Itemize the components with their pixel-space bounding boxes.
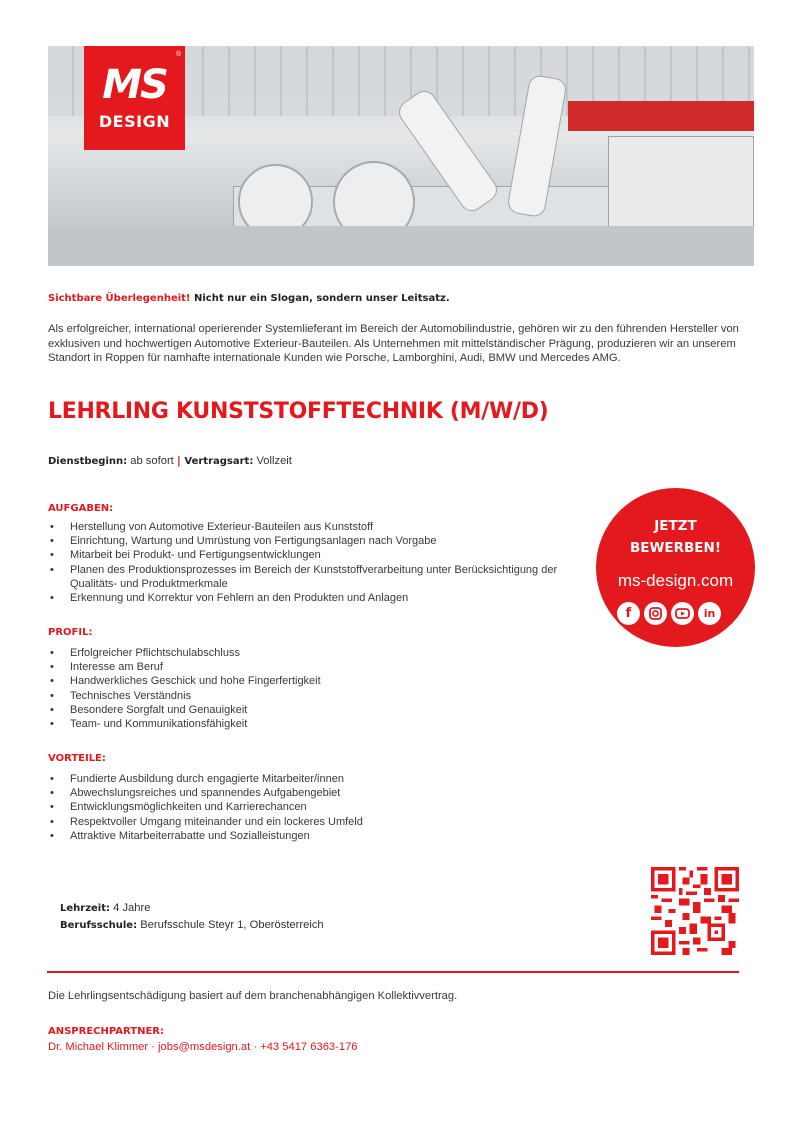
list-item: • Erfolgreicher Pflichtschulabschluss bbox=[48, 646, 588, 660]
wage-note: Die Lehrlingsentschädigung basiert auf dem branchenabhängigen Kollektivvertrag. bbox=[48, 990, 458, 1002]
slogan-rest: Nicht nur ein Slogan, sondern unser Leitsatz. bbox=[190, 293, 450, 304]
apply-now-badge[interactable] bbox=[596, 488, 755, 647]
benefits-list bbox=[48, 772, 588, 843]
job-meta bbox=[48, 454, 292, 467]
list-item: • Abwechslungsreiches und spannendes Aufgabengebiet bbox=[48, 786, 588, 800]
school-label: Berufsschule: bbox=[60, 920, 138, 931]
instagram-icon[interactable] bbox=[644, 602, 667, 625]
list-item: • Technisches Verständnis bbox=[48, 689, 588, 703]
tasks-heading: AUFGABEN: bbox=[48, 503, 114, 514]
contract-value: Vollzeit bbox=[253, 455, 292, 467]
machine-red-panel bbox=[568, 101, 754, 131]
logo-ms-text: MS bbox=[102, 62, 167, 108]
cta-line2: BEWERBEN! bbox=[630, 540, 721, 556]
start-label: Dienstbeginn: bbox=[48, 456, 128, 467]
ms-design-logo bbox=[84, 46, 185, 150]
list-item: • Einrichtung, Wartung und Umrüstung von Fertigungsanlagen nach Vorgabe bbox=[48, 534, 588, 548]
profile-list bbox=[48, 646, 588, 731]
meta-separator: | bbox=[176, 454, 181, 467]
list-item: • Planen des Produktionsprozesses im Bereich der Kunststoffverarbeitung unter Berücksichtigung der Qualitäts- und Produktmerkmale bbox=[48, 563, 588, 591]
list-item: • Respektvoller Umgang miteinander und ein lockeres Umfeld bbox=[48, 815, 588, 829]
cta-line1: JETZT bbox=[654, 518, 697, 534]
qr-code[interactable] bbox=[651, 867, 739, 955]
tasks-list bbox=[48, 520, 588, 605]
list-item: • Interesse am Beruf bbox=[48, 660, 588, 674]
slogan-highlight: Sichtbare Überlegenheit! bbox=[48, 293, 191, 304]
divider bbox=[47, 971, 739, 973]
list-item: • Erkennung und Korrektur von Fehlern an den Produkten und Anlagen bbox=[48, 591, 588, 605]
youtube-icon[interactable] bbox=[671, 602, 694, 625]
list-item: • Besondere Sorgfalt und Genauigkeit bbox=[48, 703, 588, 717]
duration-label: Lehrzeit: bbox=[60, 903, 111, 914]
machine-cabinet bbox=[608, 136, 754, 236]
job-title: LEHRLING KUNSTSTOFFTECHNIK (M/W/D) bbox=[48, 399, 549, 424]
duration-value: 4 Jahre bbox=[110, 902, 151, 914]
school-value: Berufsschule Steyr 1, Oberösterreich bbox=[137, 919, 324, 931]
list-item: • Mitarbeit bei Produkt- und Fertigungsentwicklungen bbox=[48, 548, 588, 562]
benefits-heading: VORTEILE: bbox=[48, 753, 106, 764]
contact-line[interactable]: Dr. Michael Klimmer · jobs@msdesign.at · +43 5417 6363-176 bbox=[48, 1041, 358, 1053]
list-item: • Entwicklungsmöglichkeiten und Karrierechancen bbox=[48, 800, 588, 814]
list-item: • Attraktive Mitarbeiterrabatte und Sozialleistungen bbox=[48, 829, 588, 843]
logo-design-text: DESIGN bbox=[98, 112, 171, 131]
contact-heading: ANSPRECHPARTNER: bbox=[48, 1026, 165, 1037]
profile-heading: PROFIL: bbox=[48, 627, 93, 638]
website-link[interactable]: ms-design.com bbox=[617, 571, 734, 590]
duration-row bbox=[60, 900, 324, 917]
slogan bbox=[48, 292, 450, 304]
start-value: ab sofort bbox=[127, 455, 177, 467]
list-item: • Herstellung von Automotive Exterieur-Bauteilen aus Kunststoff bbox=[48, 520, 588, 534]
school-row bbox=[60, 917, 324, 934]
list-item: • Team- und Kommunikationsfähigkeit bbox=[48, 717, 588, 731]
linkedin-icon[interactable]: in bbox=[698, 602, 721, 625]
training-info bbox=[60, 900, 324, 934]
hero-floor bbox=[48, 226, 754, 266]
list-item: • Handwerkliches Geschick und hohe Fingerfertigkeit bbox=[48, 674, 588, 688]
contract-label: Vertragsart: bbox=[180, 456, 254, 467]
facebook-icon[interactable]: f bbox=[617, 602, 640, 625]
registered-mark: ® bbox=[176, 51, 182, 58]
company-intro: Als erfolgreicher, international operierender Systemlieferant im Bereich der Automobilindustrie, gehören wir zu den führenden Hersteller von exklusiven und hochwertigen Automotive Exterieur-Bauteilen. Als Unternehmen mit mittelständischer Prägung, produzieren wir an unserem Standort in Roppen für namhafte internationale Kunden wie Porsche, Lamborghini, Audi, BMW und Mercedes AMG. bbox=[48, 323, 739, 365]
list-item: • Fundierte Ausbildung durch engagierte Mitarbeiter/innen bbox=[48, 772, 588, 786]
